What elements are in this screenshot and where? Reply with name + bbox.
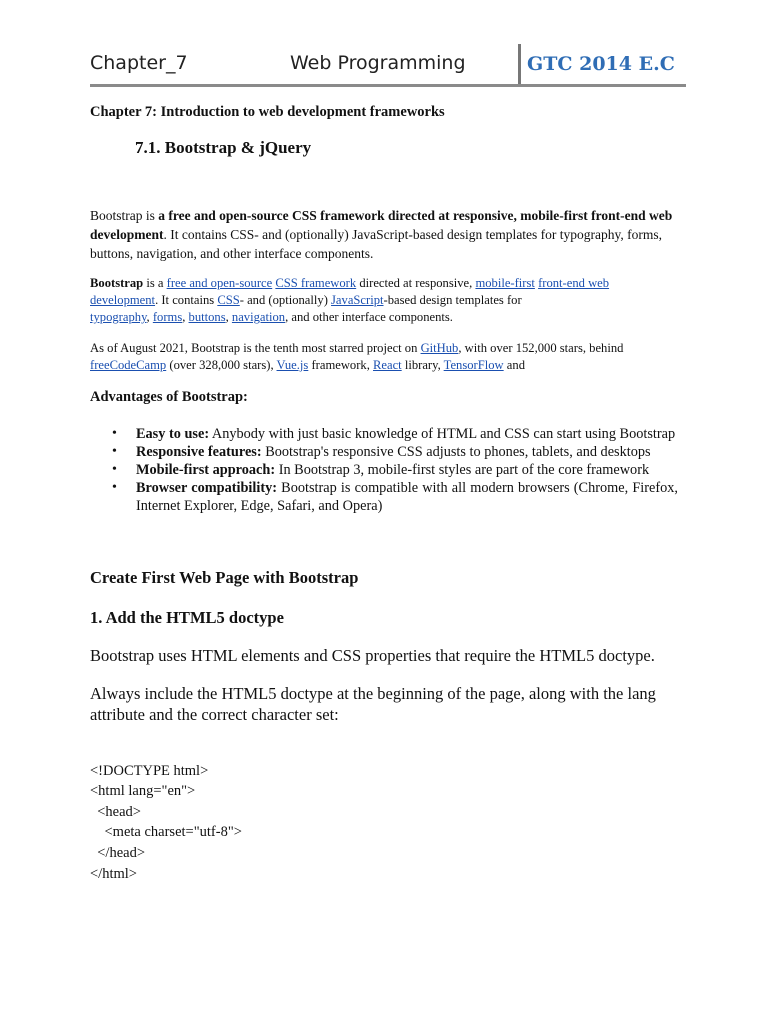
link-typography[interactable]: typography [90, 310, 147, 324]
code-line: <!DOCTYPE html> [90, 762, 209, 779]
code-line: <meta charset="utf-8"> [90, 824, 242, 841]
doctype-paragraph: Bootstrap uses HTML elements and CSS properties that require the HTML5 doctype. [90, 646, 655, 665]
code-line: <head> [90, 803, 141, 820]
code-line: </head> [90, 844, 146, 861]
list-item: • Browser compatibility: Bootstrap is compatible with all modern browsers (Chrome, Firefox, Internet Explorer, Edge, Safari, and Opera) [112, 480, 678, 514]
link-buttons[interactable]: buttons [188, 310, 226, 324]
list-item: • Mobile-first approach: In Bootstrap 3, mobile-first styles are part of the core framework [112, 462, 650, 478]
header-divider [518, 44, 521, 86]
link-css[interactable]: CSS [217, 293, 240, 307]
link-github[interactable]: GitHub [420, 341, 459, 355]
step1-heading: 1. Add the HTML5 doctype [90, 608, 284, 627]
advantages-heading: Advantages of Bootstrap: [90, 389, 248, 405]
link-free-open-source[interactable]: free and open-source [166, 276, 273, 290]
create-heading: Create First Web Page with Bootstrap [90, 568, 359, 587]
code-block [90, 740, 650, 905]
list-item: • Easy to use: Anybody with just basic knowledge of HTML and CSS can start using Bootstrap [112, 426, 676, 442]
link-mobile-first[interactable]: mobile-first [475, 276, 535, 290]
chapter-title: Chapter 7: Introduction to web development frameworks [90, 104, 445, 120]
page-header [90, 44, 684, 86]
header-course: Web Programming [290, 52, 466, 74]
link-front-end-web-development[interactable]: front-end web development [90, 276, 610, 307]
advantages-list [110, 425, 678, 515]
stars-paragraph: As of August 2021, Bootstrap is the tenth most starred project on GitHub, with over 152,000 stars, behind freeCodeCamp (over 328,000 stars), Vue.js framework, React library, TensorFlow and [90, 341, 624, 372]
link-css-framework[interactable]: CSS framework [275, 276, 357, 290]
header-org: GTC 2014 E.C [527, 53, 675, 75]
wiki-paragraph: Bootstrap is a free and open-source CSS framework directed at responsive, mobile-first front-end web development. It contains CSS- and (optionally) JavaScript-based design templates for typography, forms, buttons, navigation, and other interface components. [90, 276, 610, 324]
link-vuejs[interactable]: Vue.js [276, 358, 309, 372]
include-paragraph: Always include the HTML5 doctype at the beginning of the page, along with the lang attribute and the correct character set: [90, 684, 656, 724]
bullet-icon: • [112, 480, 117, 495]
link-freecodecamp[interactable]: freeCodeCamp [90, 358, 167, 372]
link-javascript[interactable]: JavaScript [331, 293, 384, 307]
header-rule [90, 84, 686, 87]
link-react[interactable]: React [373, 358, 402, 372]
bullet-icon: • [112, 462, 117, 477]
section-title: 7.1. Bootstrap & jQuery [135, 138, 312, 157]
intro-paragraph: Bootstrap is a free and open-source CSS framework directed at responsive, mobile-first front-end web development. It contains CSS- and (optionally) JavaScript-based design templates for typography, forms, buttons, navigation, and other interface components. [90, 208, 673, 261]
header-chapter: Chapter_7 [90, 52, 188, 74]
link-tensorflow[interactable]: TensorFlow [443, 358, 504, 372]
code-line: </html> [90, 865, 137, 882]
list-item: • Responsive features: Bootstrap's responsive CSS adjusts to phones, tablets, and desktops [112, 444, 651, 460]
bullet-icon: • [112, 444, 117, 459]
code-line: <html lang="en"> [90, 783, 196, 800]
link-forms[interactable]: forms [152, 310, 183, 324]
link-navigation[interactable]: navigation [231, 310, 286, 324]
bullet-icon: • [112, 426, 117, 441]
